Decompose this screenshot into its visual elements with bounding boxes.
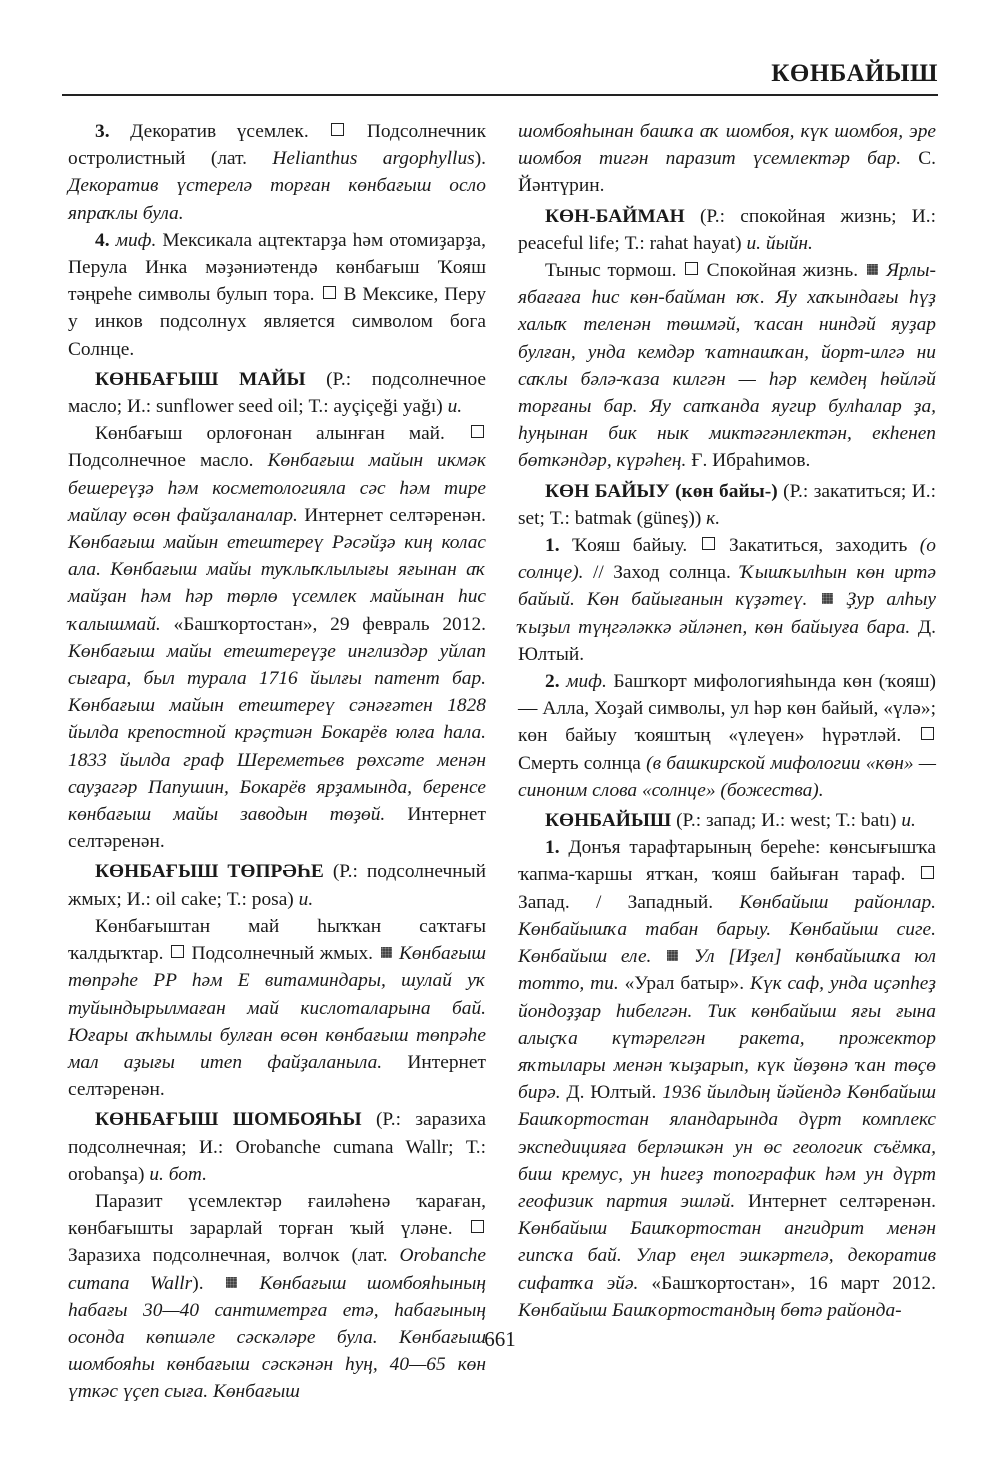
right-column <box>518 118 936 1324</box>
square-icon <box>685 262 698 275</box>
example-marker-icon <box>226 1277 237 1288</box>
sense-4: 4. миф. Мексикала ацтектарҙа һәм отомиҙарҙа, Перула Инка мәҙәниәтендә көнбағыш Ҡояш тәңреһе символы булып тора. В Мексике, Перу у инков подсолнух является символом бога Солнце. <box>68 229 487 360</box>
entry-konbayysh: КӨНБАЙЫШ (Р.: запад; И.: west; Т.: batı) и. <box>545 810 916 832</box>
entry-konbagysh-shomboyahy: КӨНБАҒЫШ ШОМБОЯҺЫ (Р.: заразиха подсолнечная; И.: Orobanche cumana Wallr; Т.: orobanşa) и. бот. <box>68 1109 486 1185</box>
left-column <box>68 118 486 1406</box>
square-icon <box>471 1220 484 1233</box>
entry-kon-bayyu-sense-1: 1. Ҡояш байыу. Закатиться, заходить (о солнце). // Заход солнца. Ҡышҡылһын көн иртә байый. Көн байығанын күҙәтеү. Ҙур алһыу ҡыҙыл түңгәләккә әйләнеп, көн байыуға бара. Д. Юлтый. <box>518 535 936 665</box>
running-head: КӨНБАЙЫШ <box>771 60 938 87</box>
entry-kon-bayyu: КӨН БАЙЫУ (көн байы-) (Р.: закатиться; И.: set; Т.: batmak (güneş)) к. <box>518 480 936 529</box>
example-marker-icon <box>822 593 833 604</box>
entry-kon-bayman-body: Тыныс тормош. Спокойная жизнь. Ярлы-ябағаға һис көн-байман юҡ. Яу хаҡындағы һүҙ халыҡ теленән төшмәй, ҡасан ниндәй яуҙар булған, унда кемдәр ҡатнашҡан, йорт-илгә ни саҡлы бәлә-ҡаза килгән — һәр кемдең һөйләй торғаны бар. Яу сапҡанда яугир булһалар ҙа, һуңынан бик нык миктәгәнлектән, екһенеп бөткәндәр, күрәһең. Ғ. Ибраһимов. <box>518 260 936 472</box>
entry-konbayysh-sense-1: 1. Донъя тарафтарының береһе: көнсығышҡа ҡапма-ҡаршы ятҡан, ҡояш байыған тараф. Запад. / Западный. Көнбайыш районлар. Көнбайышҡа табан барыу. Көнбайыш сиге. Көнбайыш еле. Ул [Иҙел] көнбайышҡа юл тотто, ти. «Урал батыр». Күк саф, унда иҫәпһеҙ йондоҙҙар һибелгән. Тик көнбайыш яғы ғына алыҫҡа күтәрелгән ракета, прожектор яҡтылары менән ҡыҙарып, күк йөҙөнә ҡан төҫө бирә. Д. Юлтый. 1936 йылдың йәйендә Көнбайыш Башҡортостан яландарында дүрт комплекс экспедицияға берләшкән ун өс геологик съёмка, биш кремус, ун һигеҙ топографик һәм ун дүрт геофизик партия эшләй. Интернет селтәренән. Көнбайыш Башҡортостан ангидрит менән гипсҡа бай. Улар еңел эшкәртелә, декоратив сифатҡа эйә. «Башҡортостан», 16 март 2012. Көнбайыш Башҡортостандың бөтә районда- <box>518 837 936 1321</box>
page-number: 661 <box>484 1327 516 1351</box>
entry-kon-bayyu-sense-2: 2. миф. Башҡорт мифологияһында көн (ҡояш) — Алла, Хоҙай символы, ул һәр көн байый, «үлә»; көн байыу ҡояштың «үлеүен» һүрәтләй. Смерть солнца (в башкирской мифологии «көн» — синоним слова «солнце» (божества). <box>518 671 936 801</box>
sense-3: 3. Декоратив үсемлек. Подсолнечник остролистный (лат. Helianthus argophyllus). Декоратив үстерелә торған көнбағыш осло япраҡлы була. <box>68 121 486 224</box>
entry-konbagysh-topraha-body: Көнбағыштан май һыҡҡан саҡтағы ҡалдыҡтар. Подсолнечный жмых. Көнбағыш төпрәһе PP һәм E витаминдары, шулай уҡ туйындырылмаған май кислоталарына бай. Юғары аҡһымлы булған өсөн көнбағыш төпрәһе мал аҙығы итеп файҙаланыла. Интернет селтәренән. <box>68 915 487 1101</box>
entry-konbagysh-topraha: КӨНБАҒЫШ ТӨПРӘҺЕ (Р.: подсолнечный жмых; И.: oil cake; Т.: posa) и. <box>68 861 486 910</box>
example-marker-icon <box>667 950 678 961</box>
continuation: шомбояһынан башҡа аҡ шомбоя, күк шомбоя, эре шомбоя тигән паразит үсемлектәр бар. С. Йәнтүрин. <box>518 121 936 197</box>
entry-kon-bayman: КӨН-БАЙМАН (Р.: спокойная жизнь; И.: peaceful life; Т.: rahat hayat) и. йыйн. <box>518 205 936 254</box>
entry-konbagysh-shomboyahy-body: Паразит үсемлектәр ғаиләһенә ҡараған, көнбағышты зарарлай торған ҡый үләне. Заразиха подсолнечная, волчок (лат. Orobanche cumana Wallr). Көнбағыш шомбояһының һабағы 30—40 сантиметрға етә, һабағының осонда көпшәле сәскәләре була. Көнбағыш шомбояһы көнбағыш сәскәнән һуң, 40—65 көн үткәс үҫеп сыға. Көнбағыш <box>68 1190 486 1403</box>
square-icon <box>921 727 934 740</box>
page-header <box>62 58 938 96</box>
square-icon <box>171 945 184 958</box>
square-icon <box>921 866 934 879</box>
example-marker-icon <box>867 264 878 275</box>
square-icon <box>471 425 484 438</box>
example-marker-icon <box>381 947 392 958</box>
square-icon <box>331 123 344 136</box>
entry-konbagysh-mayy-body: Көнбағыш орлоғонан алынған май. Подсолнечное масло. Көнбағыш майын икмәк бешереүҙә һәм косметологияла сәс һәм тире майлау өсөн файҙаланалар. Интернет селтәренән. Көнбағыш майын етештереү Рәсәйҙә киң колас ала. Көнбағыш майы туҡлыҡлылығы яғынан аҡ майҙан һәм һәр төрлө үсемлек майынан һис ҡалышмай. «Башҡортостан», 29 февраль 2012. Көнбағыш майы етештереүҙе инглиздәр уйлап сығара, был турала 1716 йылғы патент бар. Көнбағыш майын етештереү сәнәғәтен 1828 йылда крепостной крәҫтиән Бокарёв юлға һала. 1833 йылда граф Шереметьев рөхсәте менән сауҙагәр Папушин, Бокарёв ярҙамында, беренсе көнбағыш майы заводын төҙөй. Интернет селтәренән. <box>68 423 486 853</box>
square-icon <box>702 537 715 550</box>
entry-konbagysh-mayy: КӨНБАҒЫШ МАЙЫ (Р.: подсолнечное масло; И.: sunflower seed oil; Т.: ayçiçeği yağı) и. <box>68 368 486 418</box>
square-icon <box>323 286 336 299</box>
